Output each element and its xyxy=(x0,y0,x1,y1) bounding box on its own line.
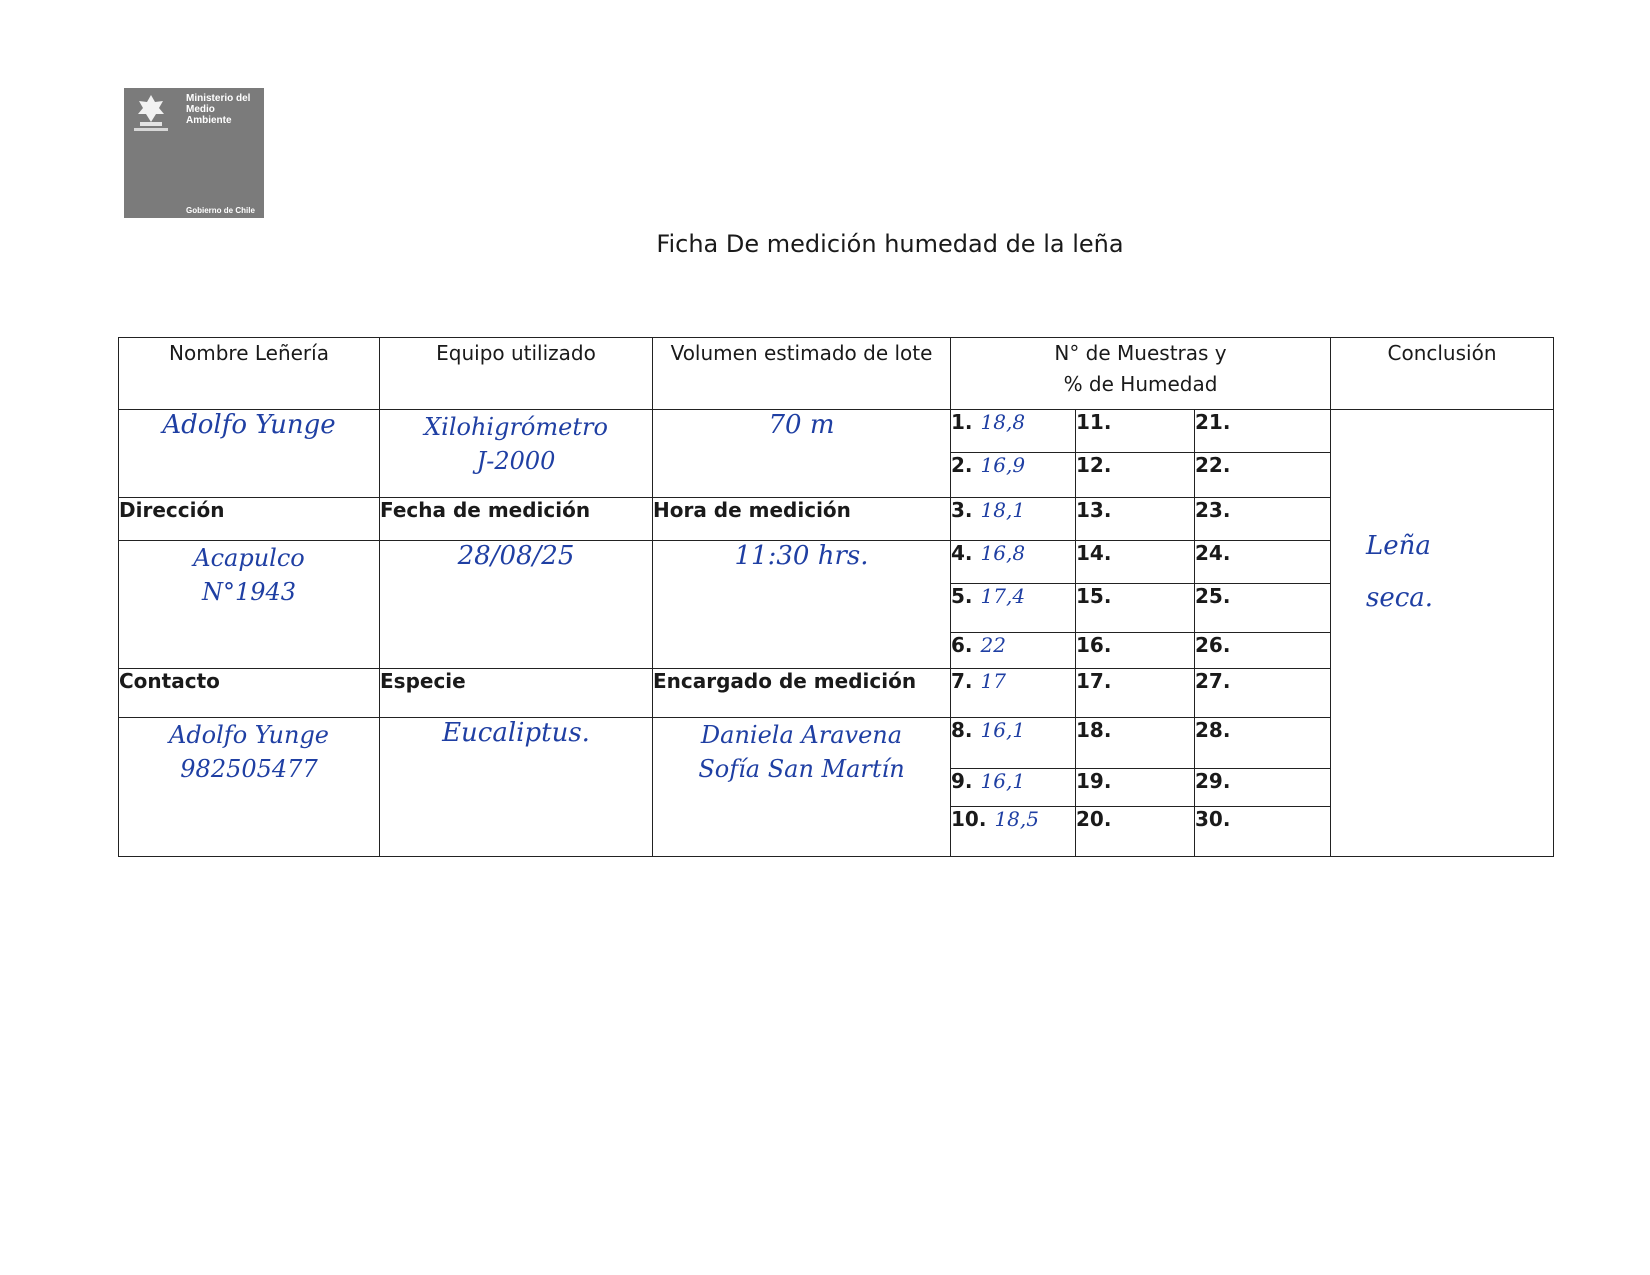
page-title: Ficha De medición humedad de la leña xyxy=(656,230,1124,258)
sample-cell: 29. xyxy=(1195,769,1331,807)
logo-line-3: Ambiente xyxy=(186,115,232,126)
header-row xyxy=(119,338,1554,410)
sample-cell: 15. xyxy=(1076,584,1195,633)
sample-cell: 7. 17 xyxy=(951,669,1076,718)
sample-cell: 2. 16,9 xyxy=(951,453,1076,498)
ministry-logo xyxy=(124,88,264,218)
value-fecha: 28/08/25 xyxy=(380,541,653,669)
sample-cell: 20. xyxy=(1076,807,1195,857)
sample-cell: 12. xyxy=(1076,453,1195,498)
sample-cell: 11. xyxy=(1076,410,1195,453)
value-encargado: Daniela Aravena Sofía San Martín xyxy=(653,718,951,857)
header-muestras: N° de Muestras y % de Humedad xyxy=(951,338,1331,410)
logo-line-2: Medio xyxy=(186,104,215,115)
value-equipo: Xilohigrómetro J-2000 xyxy=(380,410,653,498)
label-contacto: Contacto xyxy=(119,669,380,718)
sample-cell: 24. xyxy=(1195,541,1331,584)
sample-cell: 18. xyxy=(1076,718,1195,769)
sample-cell: 5. 17,4 xyxy=(951,584,1076,633)
coat-of-arms-icon xyxy=(130,92,172,136)
header-conclusion: Conclusión xyxy=(1331,338,1554,410)
sample-cell: 8. 16,1 xyxy=(951,718,1076,769)
sample-cell: 26. xyxy=(1195,633,1331,669)
value-nombre: Adolfo Yunge xyxy=(119,410,380,498)
sample-cell: 30. xyxy=(1195,807,1331,857)
label-encargado: Encargado de medición xyxy=(653,669,951,718)
label-fecha: Fecha de medición xyxy=(380,498,653,541)
sample-cell: 25. xyxy=(1195,584,1331,633)
value-hora: 11:30 hrs. xyxy=(653,541,951,669)
label-hora: Hora de medición xyxy=(653,498,951,541)
sample-cell: 10. 18,5 xyxy=(951,807,1076,857)
sample-cell: 1. 18,8 xyxy=(951,410,1076,453)
value-direccion: Acapulco N°1943 xyxy=(119,541,380,669)
sample-cell: 27. xyxy=(1195,669,1331,718)
value-contacto: Adolfo Yunge 982505477 xyxy=(119,718,380,857)
header-volumen: Volumen estimado de lote xyxy=(653,338,951,410)
sample-cell: 17. xyxy=(1076,669,1195,718)
header-nombre: Nombre Leñería xyxy=(119,338,380,410)
sample-cell: 4. 16,8 xyxy=(951,541,1076,584)
sample-cell: 16. xyxy=(1076,633,1195,669)
sample-cell: 23. xyxy=(1195,498,1331,541)
sample-cell: 9. 16,1 xyxy=(951,769,1076,807)
header-equipo: Equipo utilizado xyxy=(380,338,653,410)
logo-line-1: Ministerio del xyxy=(186,93,251,104)
sample-cell: 14. xyxy=(1076,541,1195,584)
sample-cell: 22. xyxy=(1195,453,1331,498)
value-volumen: 70 m xyxy=(653,410,951,498)
sample-cell: 3. 18,1 xyxy=(951,498,1076,541)
value-conclusion xyxy=(1331,410,1554,857)
sample-cell: 28. xyxy=(1195,718,1331,769)
label-especie: Especie xyxy=(380,669,653,718)
conclusion-text: Leña seca. xyxy=(1366,531,1434,613)
sample-cell: 19. xyxy=(1076,769,1195,807)
measurement-form-table xyxy=(118,337,1554,857)
sample-cell: 21. xyxy=(1195,410,1331,453)
label-direccion: Dirección xyxy=(119,498,380,541)
value-especie: Eucaliptus. xyxy=(380,718,653,857)
sample-cell: 6. 22 xyxy=(951,633,1076,669)
logo-footer: Gobierno de Chile xyxy=(186,206,255,215)
sample-cell: 13. xyxy=(1076,498,1195,541)
